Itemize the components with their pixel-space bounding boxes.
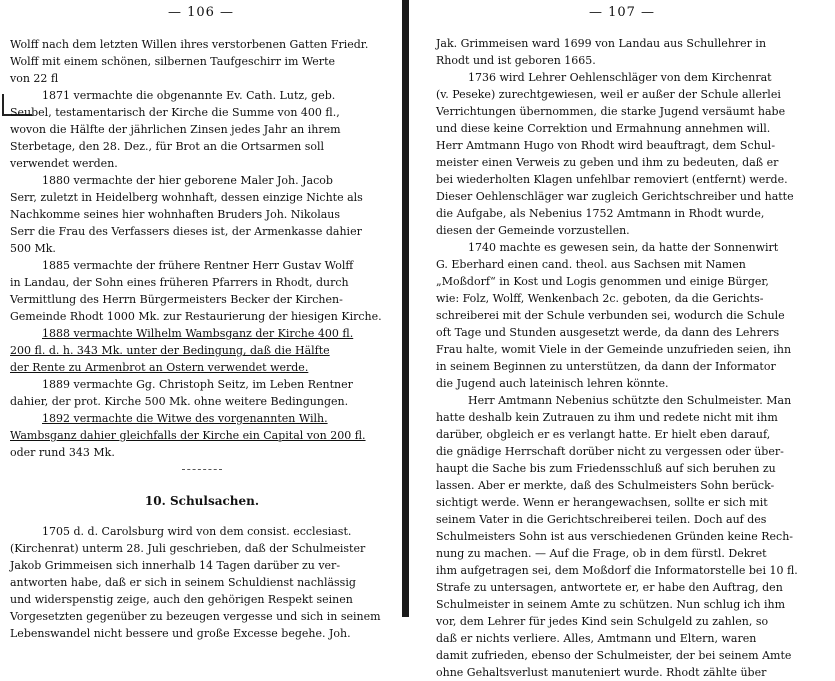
text-line: verwendet werden. <box>10 157 118 170</box>
right-page-text <box>436 35 828 681</box>
text-line: ihm aufgetragen sei, dem Moßdorf die Informatorstelle bei 10 fl. <box>436 564 798 577</box>
text-line: in Landau, der Sohn eines früheren Pfarrers in Rhodt, durch <box>10 276 349 289</box>
text-line: Serr die Frau des Verfassers dieses ist, der Armenkasse dahier <box>10 225 362 238</box>
text-line: Lebenswandel nicht bessere und große Excesse begehe. Joh. <box>10 627 351 640</box>
text-line: 1736 wird Lehrer Oehlenschläger von dem Kirchenrat <box>468 71 772 84</box>
section-heading: 10. Schulsachen. <box>144 494 260 508</box>
text-line: Vermittlung des Herrn Bürgermeisters Becker der Kirchen- <box>10 293 343 306</box>
text-line: „Moßdorf“ in Kost und Logis genommen und einige Bürger, <box>436 275 769 288</box>
text-line: 1892 vermachte die Witwe des vorgenannten Wilh. <box>42 412 328 425</box>
text-line: vor, dem Lehrer für jedes Kind sein Schulgeld zu zahlen, so <box>436 615 769 628</box>
text-line: die Jugend auch lateinisch lehren könnte. <box>436 377 669 390</box>
text-line: in seinem Beginnen zu unterstützen, da dann der Informator <box>436 360 776 373</box>
text-line: Wambsganz dahier gleichfalls der Kirche ein Capital von 200 fl. <box>10 429 366 442</box>
text-line: Seubel, testamentarisch der Kirche die Summe von 400 fl., <box>10 106 340 119</box>
text-line: 200 fl. d. h. 343 Mk. unter der Bedingung, daß die Hälfte <box>10 344 330 357</box>
text-line: Sterbetage, den 28. Dez., für Brot an die Ortsarmen soll <box>10 140 325 153</box>
text-line: Schulmeisters Sohn ist aus verschiedenen Gründen keine Rech- <box>436 530 794 543</box>
text-line: 1888 vermachte Wilhelm Wambsganz der Kirche 400 fl. <box>42 327 354 340</box>
text-line: 1889 vermachte Gg. Christoph Seitz, im Leben Rentner <box>42 378 353 391</box>
text-line: Rhodt und ist geboren 1665. <box>436 54 596 67</box>
text-line: Jakob Grimmeisen sich innerhalb 14 Tagen darüber zu ver- <box>10 559 341 572</box>
text-line: die Aufgabe, als Nebenius 1752 Amtmann in Rhodt wurde, <box>436 207 765 220</box>
text-line: Jak. Grimmeisen ward 1699 von Landau aus Schullehrer in <box>436 37 767 50</box>
text-line: Vorgesetzten gegenüber zu bezeugen vergesse und sich in seinem <box>10 610 381 623</box>
text-line: 1705 d. d. Carolsburg wird von dem consist. ecclesiast. <box>42 525 352 538</box>
text-line: haupt die Sache bis zum Friedensschluß auf sich beruhen zu <box>436 462 776 475</box>
text-line: bei wiederholten Klagen unfehlbar removiert (entfernt) werde. <box>436 173 788 186</box>
text-line: Schulmeister in seinem Amte zu schützen. Nun schlug ich ihm <box>436 598 786 611</box>
right-page <box>409 0 835 679</box>
text-line: G. Eberhard einen cand. theol. aus Sachsen mit Namen <box>436 258 746 271</box>
text-line: darüber, obgleich er es verlangt hatte. Er hielt eben darauf, <box>436 428 771 441</box>
book-gutter <box>402 0 409 617</box>
text-line: daß er nichts verliere. Alles, Amtmann und Eltern, waren <box>436 632 757 645</box>
page-number-right: — 107 — <box>588 5 656 20</box>
text-line: oder rund 343 Mk. <box>10 446 115 459</box>
text-line: antworten habe, daß er sich in seinem Schuldienst nachlässig <box>10 576 356 589</box>
text-line: wovon die Hälfte der jährlichen Zinsen jedes Jahr an ihrem <box>10 123 341 136</box>
text-line: Verrichtungen übernommen, die starke Jugend versäumt habe <box>436 105 786 118</box>
text-line: Gemeinde Rhodt 1000 Mk. zur Restaurierung der hiesigen Kirche. <box>10 310 382 323</box>
text-line: Frau halte, womit Viele in der Gemeinde unzufrieden seien, ihn <box>436 343 792 356</box>
text-line: oft Tage und Stunden ausgesetzt werde, da dann des Lehrers <box>436 326 780 339</box>
text-line: 1880 vermachte der hier geborene Maler Joh. Jacob <box>42 174 333 187</box>
text-line: ohne Gehaltsverlust manuteniert wurde. Rhodt zählte über <box>436 666 767 679</box>
text-line: 1871 vermachte die obgenannte Ev. Cath. Lutz, geb. <box>42 89 336 102</box>
text-line: Herr Amtmann Hugo von Rhodt wird beauftragt, dem Schul- <box>436 139 776 152</box>
text-line: Herr Amtmann Nebenius schützte den Schulmeister. Man <box>468 394 792 407</box>
text-line: Wolff nach dem letzten Willen ihres verstorbenen Gatten Friedr. <box>10 38 369 51</box>
text-line: von 22 fl <box>10 72 59 85</box>
text-line: lassen. Aber er merkte, daß des Schulmeisters Sohn berück- <box>436 479 775 492</box>
section-divider <box>182 469 222 471</box>
text-line: der Rente zu Armenbrot an Ostern verwendet werde. <box>10 361 309 374</box>
text-line: und widerspenstig zeige, auch den gehörigen Respekt seinen <box>10 593 353 606</box>
text-line: 1885 vermachte der frühere Rentner Herr Gustav Wolff <box>42 259 354 272</box>
text-line: die gnädige Herrschaft dorüber nicht zu vergessen oder über- <box>436 445 784 458</box>
text-line: (Kirchenrat) unterm 28. Juli geschrieben, daß der Schulmeister <box>10 542 366 555</box>
text-line: nung zu machen. — Auf die Frage, ob in dem fürstl. Dekret <box>436 547 767 560</box>
text-line: seinem Vater in die Gerichtschreiberei teilen. Doch auf des <box>436 513 767 526</box>
text-line: sichtigt werde. Wenn er herangewachsen, sollte er sich mit <box>436 496 768 509</box>
text-line: 1740 machte es gewesen sein, da hatte der Sonnenwirt <box>468 241 779 254</box>
text-line: (v. Peseke) zurechtgewiesen, weil er außer der Schule allerlei <box>436 88 781 101</box>
text-line: Dieser Oehlenschläger war zugleich Gerichtschreiber und hatte <box>436 190 794 203</box>
text-line: Serr, zuletzt in Heidelberg wohnhaft, dessen einzige Nichte als <box>10 191 363 204</box>
text-line: wie: Folz, Wolff, Wenkenbach 2c. geboten, da die Gerichts- <box>436 292 764 305</box>
page-number-left: — 106 — <box>167 5 235 20</box>
text-line: hatte deshalb kein Zutrauen zu ihm und redete nicht mit ihm <box>436 411 778 424</box>
text-line: meister einen Verweis zu geben und ihm zu bedeuten, daß er <box>436 156 779 169</box>
text-line: dahier, der prot. Kirche 500 Mk. ohne weitere Bedingungen. <box>10 395 349 408</box>
text-line: Nachkomme seines hier wohnhaften Bruders Joh. Nikolaus <box>10 208 341 221</box>
left-page-text <box>10 36 394 642</box>
text-line: Wolff mit einem schönen, silbernen Taufgeschirr im Werte <box>10 55 335 68</box>
text-line: 500 Mk. <box>10 242 56 255</box>
text-line: Strafe zu untersagen, antwortete er, er habe den Auftrag, den <box>436 581 783 594</box>
text-line: und diese keine Correktion und Ermahnung annehmen will. <box>436 122 771 135</box>
text-line: diesen der Gemeinde vorzustellen. <box>436 224 630 237</box>
left-page <box>0 0 402 640</box>
text-line: schreiberei mit der Schule verbunden sei, wodurch die Schule <box>436 309 785 322</box>
text-line: damit zufrieden, ebenso der Schulmeister, der bei seinem Amte <box>436 649 792 662</box>
